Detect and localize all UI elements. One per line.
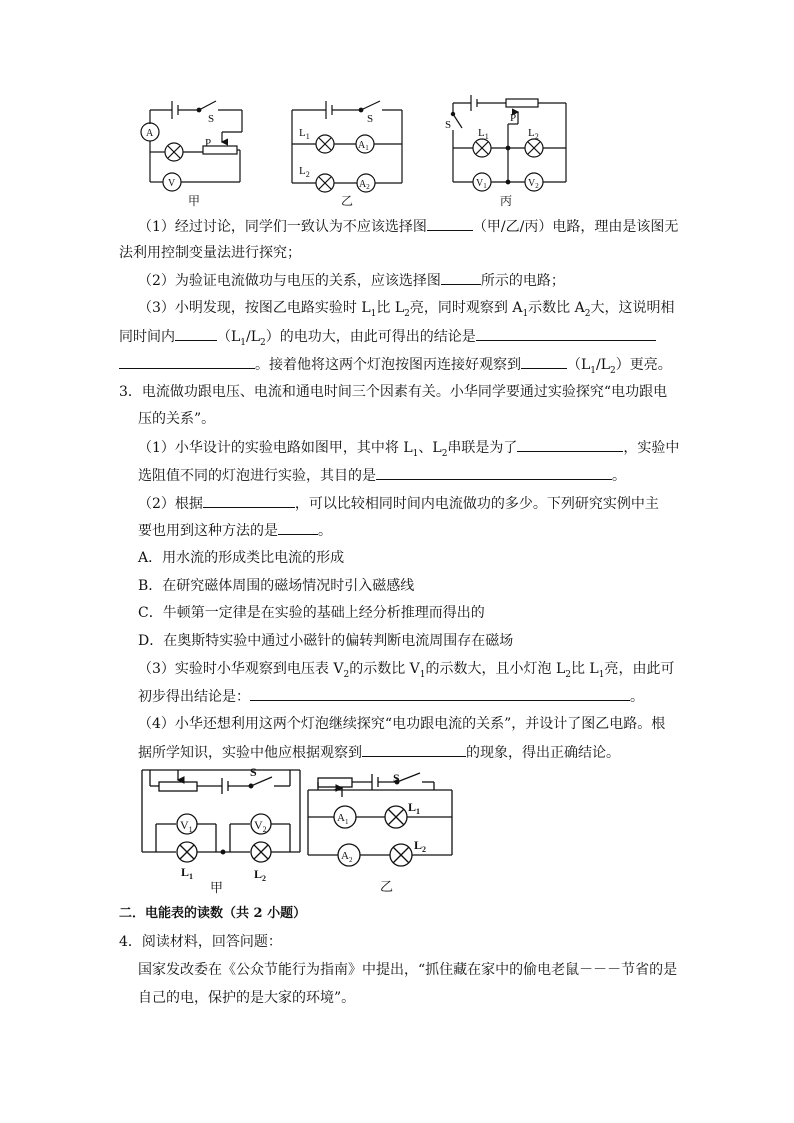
circuit-figures-bottom <box>130 762 470 897</box>
q3-option-a: A．用水流的形成类比电流的形成 <box>138 550 345 566</box>
svg-text:V1: $V_1$ <box>180 818 193 834</box>
jia2-switch-label: S <box>250 765 257 779</box>
yi2-caption: 乙 <box>380 879 394 894</box>
q3-option-d: D．在奥斯特实验中通过小磁针的偏转判断电流周围存在磁场 <box>138 633 514 649</box>
jia-caption: 甲 <box>188 194 201 208</box>
circuit2-yi <box>308 773 452 866</box>
q3-intro-line2: 压的关系”。 <box>138 411 216 427</box>
q2-blank-4[interactable] <box>476 326 656 341</box>
yi-caption: 乙 <box>341 194 354 208</box>
svg-text:A2: $A_2$ <box>341 850 353 864</box>
q2-part3-line3: 。接着他将这两个灯泡按图丙连接好观察到 $(L_1/L_2)$更亮。 <box>119 354 672 381</box>
bing-caption: 丙 <box>500 194 513 208</box>
yi-switch-label: S <box>367 113 374 125</box>
circuit-bing <box>451 95 566 191</box>
svg-text:L2: $L_2$ <box>414 838 427 854</box>
yi2-switch-label: S <box>393 771 400 785</box>
svg-text:L2: $L_2$ <box>299 165 310 179</box>
q3-blank-1[interactable] <box>517 437 623 452</box>
section-title: 二．电能表的读数（共 2 小题） <box>119 906 307 921</box>
q3-blank-2[interactable] <box>376 465 612 480</box>
svg-text:V1: $V_1$ <box>476 178 487 190</box>
q2-blank-6[interactable] <box>521 354 567 369</box>
q4-material-line1: 国家发改委在《公众节能行为指南》中提出，“抓住藏在家中的偷电老鼠－－－节省的是 <box>138 962 678 978</box>
q3-part2-line2: 要也用到这种方法的是 。 <box>138 520 332 541</box>
svg-text:A1: $A_1$ <box>337 812 349 826</box>
svg-text:L2: $L_2$ <box>528 127 539 141</box>
q2-blank-2[interactable] <box>441 270 481 285</box>
q2-part2: （2）为验证电流做功与电压的关系，应该选择图 所示的电路； <box>138 270 565 291</box>
q4-material-line2: 自己的电，保护的是大家的环境”。 <box>138 990 356 1006</box>
jia-p-label: P <box>205 137 212 149</box>
q3-part1-line2: 选阻值不同的灯泡进行实验，其目的是 。 <box>138 465 626 486</box>
svg-text:L1: $L_1$ <box>181 865 194 881</box>
svg-text:A1: $A_1$ <box>358 140 369 152</box>
q3-blank-6[interactable] <box>362 742 466 757</box>
svg-text:L2: $L_2$ <box>254 867 267 883</box>
q3-part1-line1: （1）小华设计的实验电路如图甲，其中将 $L_1$、$L_2$串联是为了 ，实验中 <box>138 437 679 464</box>
q2-part3-line1: （3）小明发现，按图乙电路实验时 $L_1$比 $L_2$亮，同时观察到 $A_1$示数比 $A_2$大，这说明相 <box>138 300 675 319</box>
q3-part4-line1: （4）小华还想利用这两个灯泡继续探究“电功跟电流的关系”，并设计了图乙电路。根 <box>138 716 666 732</box>
circuit-jia <box>141 101 242 191</box>
q2-blank-5[interactable] <box>119 354 255 369</box>
q3-part4-line2: 据所学知识，实验中他应根据观察到 的现象，得出正确结论。 <box>138 742 620 763</box>
circuit-figures-top <box>130 94 580 214</box>
bing-p-label: P <box>510 112 517 124</box>
q3-blank-4[interactable] <box>278 520 318 535</box>
q2-part3-line2: 同时间内 $(L_1/L_2)$的电功大，由此可得出的结论是 <box>119 326 656 353</box>
svg-text:A2: $A_2$ <box>359 179 370 191</box>
q2-part1-line2: 法利用控制变量法进行探究； <box>119 245 301 261</box>
circuit2-jia <box>142 770 300 862</box>
q4-intro: 4．阅读材料，回答问题： <box>119 934 282 950</box>
q3-option-c: C．牛顿第一定律是在实验的基础上经分析推理而得出的 <box>138 605 485 621</box>
q3-blank-3[interactable] <box>203 493 295 508</box>
q3-intro-line1: 3．电流做功跟电压、电流和通电时间三个因素有关。小华同学要通过实验探究“电功跟电 <box>119 384 668 400</box>
jia-ammeter-label: A <box>146 128 154 139</box>
bing-switch-label: S <box>445 119 452 131</box>
q3-part2-line1: （2）根据 ，可以比较相同时间内电流做功的多少。下列研究实例中主 <box>138 493 659 514</box>
svg-text:L1: $L_1$ <box>299 127 310 141</box>
svg-text:V2: $V_2$ <box>254 818 267 834</box>
q2-part1-line1: （1）经过讨论，同学们一致认为不应该选择图 （甲/乙/丙）电路，理由是该图无 <box>138 216 678 237</box>
jia-voltmeter-label: V <box>168 178 176 189</box>
q2-blank-3[interactable] <box>175 326 217 341</box>
svg-text:L1: $L_1$ <box>408 800 421 816</box>
q3-part3-line1: （3）实验时小华观察到电压表 $V_2$的示数比 $V_1$的示数大，且小灯泡 $L_2$比 $L_1$亮，由此可 <box>138 661 675 680</box>
q2-blank-1[interactable] <box>427 216 473 231</box>
jia2-caption: 甲 <box>210 880 224 895</box>
svg-text:L1: $L_1$ <box>478 127 489 141</box>
q3-part3-line2: 初步得出结论是： 。 <box>138 686 644 707</box>
svg-text:V2: $V_2$ <box>528 178 539 190</box>
jia-switch-label: S <box>208 113 215 125</box>
q3-option-b: B．在研究磁体周围的磁场情况时引入磁感线 <box>138 578 415 594</box>
q3-blank-5[interactable] <box>250 686 630 701</box>
